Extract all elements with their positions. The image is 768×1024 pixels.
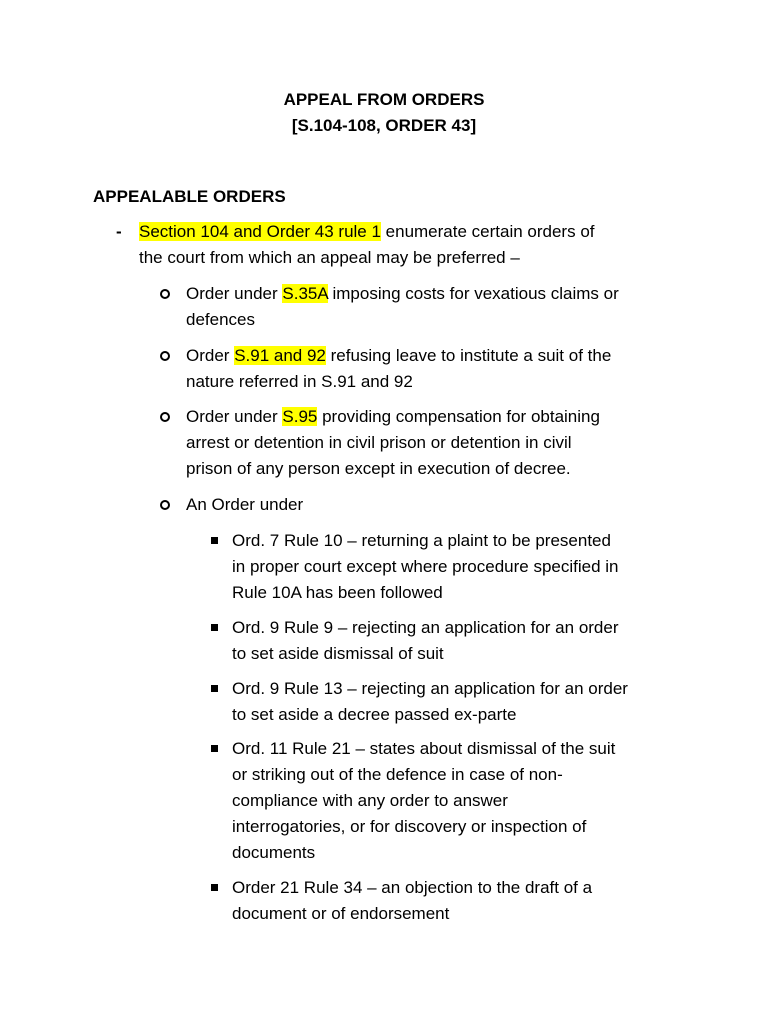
- item-1-line1: [186, 281, 686, 307]
- item-4-line1: An Order under: [186, 495, 304, 514]
- document-title-line1: APPEAL FROM ORDERS: [283, 90, 485, 109]
- section-heading: APPEALABLE ORDERS: [93, 187, 286, 206]
- circle-bullet: [160, 289, 170, 299]
- square-bullet: [211, 537, 218, 544]
- square-bullet: [211, 624, 218, 631]
- item-3-rest: providing compensation for obtaining: [317, 407, 600, 426]
- dash-bullet: -: [116, 222, 122, 241]
- item-1-rest: imposing costs for vexatious claims or: [327, 284, 619, 303]
- item-3-line2: arrest or detention in civil prison or detention in civil: [186, 433, 572, 452]
- item-1-line2: defences: [186, 310, 255, 329]
- square-bullet: [211, 685, 218, 692]
- sub-item-2-line1: Ord. 9 Rule 9 – rejecting an application for an order: [232, 618, 619, 637]
- sub-item-3-line1: Ord. 9 Rule 13 – rejecting an application for an order: [232, 679, 628, 698]
- intro-line1: [139, 219, 699, 245]
- item-1-prefix: Order under: [186, 284, 283, 303]
- sub-item-5-line1: Order 21 Rule 34 – an objection to the draft of a: [232, 878, 593, 897]
- item-2-rest: refusing leave to institute a suit of the: [325, 346, 612, 365]
- highlight-s95: S.95: [282, 407, 318, 426]
- item-2-prefix: Order: [186, 346, 235, 365]
- item-2-line1: [186, 343, 686, 369]
- sub-item-4-line5: documents: [232, 843, 316, 862]
- intro-line2: the court from which an appeal may be preferred –: [139, 248, 520, 267]
- sub-item-5-line2: document or of endorsement: [232, 904, 450, 923]
- sub-item-4-line4: interrogatories, or for discovery or inspection of: [232, 817, 587, 836]
- document-title-line2: [S.104-108, ORDER 43]: [291, 116, 477, 135]
- sub-item-1-line3: Rule 10A has been followed: [232, 583, 443, 602]
- circle-bullet: [160, 500, 170, 510]
- item-3-line1: [186, 404, 686, 430]
- highlight-s35a: S.35A: [282, 284, 328, 303]
- square-bullet: [211, 884, 218, 891]
- highlight-s91-92: S.91 and 92: [234, 346, 326, 365]
- highlight-section-104: Section 104 and Order 43 rule 1: [139, 222, 381, 241]
- item-3-prefix: Order under: [186, 407, 283, 426]
- intro-line1-rest: enumerate certain orders of: [380, 222, 595, 241]
- item-3-line3: prison of any person except in execution of decree.: [186, 459, 571, 478]
- sub-item-2-line2: to set aside dismissal of suit: [232, 644, 444, 663]
- sub-item-4-line1: Ord. 11 Rule 21 – states about dismissal of the suit: [232, 739, 616, 758]
- sub-item-3-line2: to set aside a decree passed ex-parte: [232, 705, 517, 724]
- sub-item-1-line2: in proper court except where procedure specified in: [232, 557, 619, 576]
- circle-bullet: [160, 351, 170, 361]
- square-bullet: [211, 745, 218, 752]
- circle-bullet: [160, 412, 170, 422]
- sub-item-1-line1: Ord. 7 Rule 10 – returning a plaint to be presented: [232, 531, 611, 550]
- sub-item-4-line2: or striking out of the defence in case of non-: [232, 765, 563, 784]
- sub-item-4-line3: compliance with any order to answer: [232, 791, 508, 810]
- item-2-line2: nature referred in S.91 and 92: [186, 372, 413, 391]
